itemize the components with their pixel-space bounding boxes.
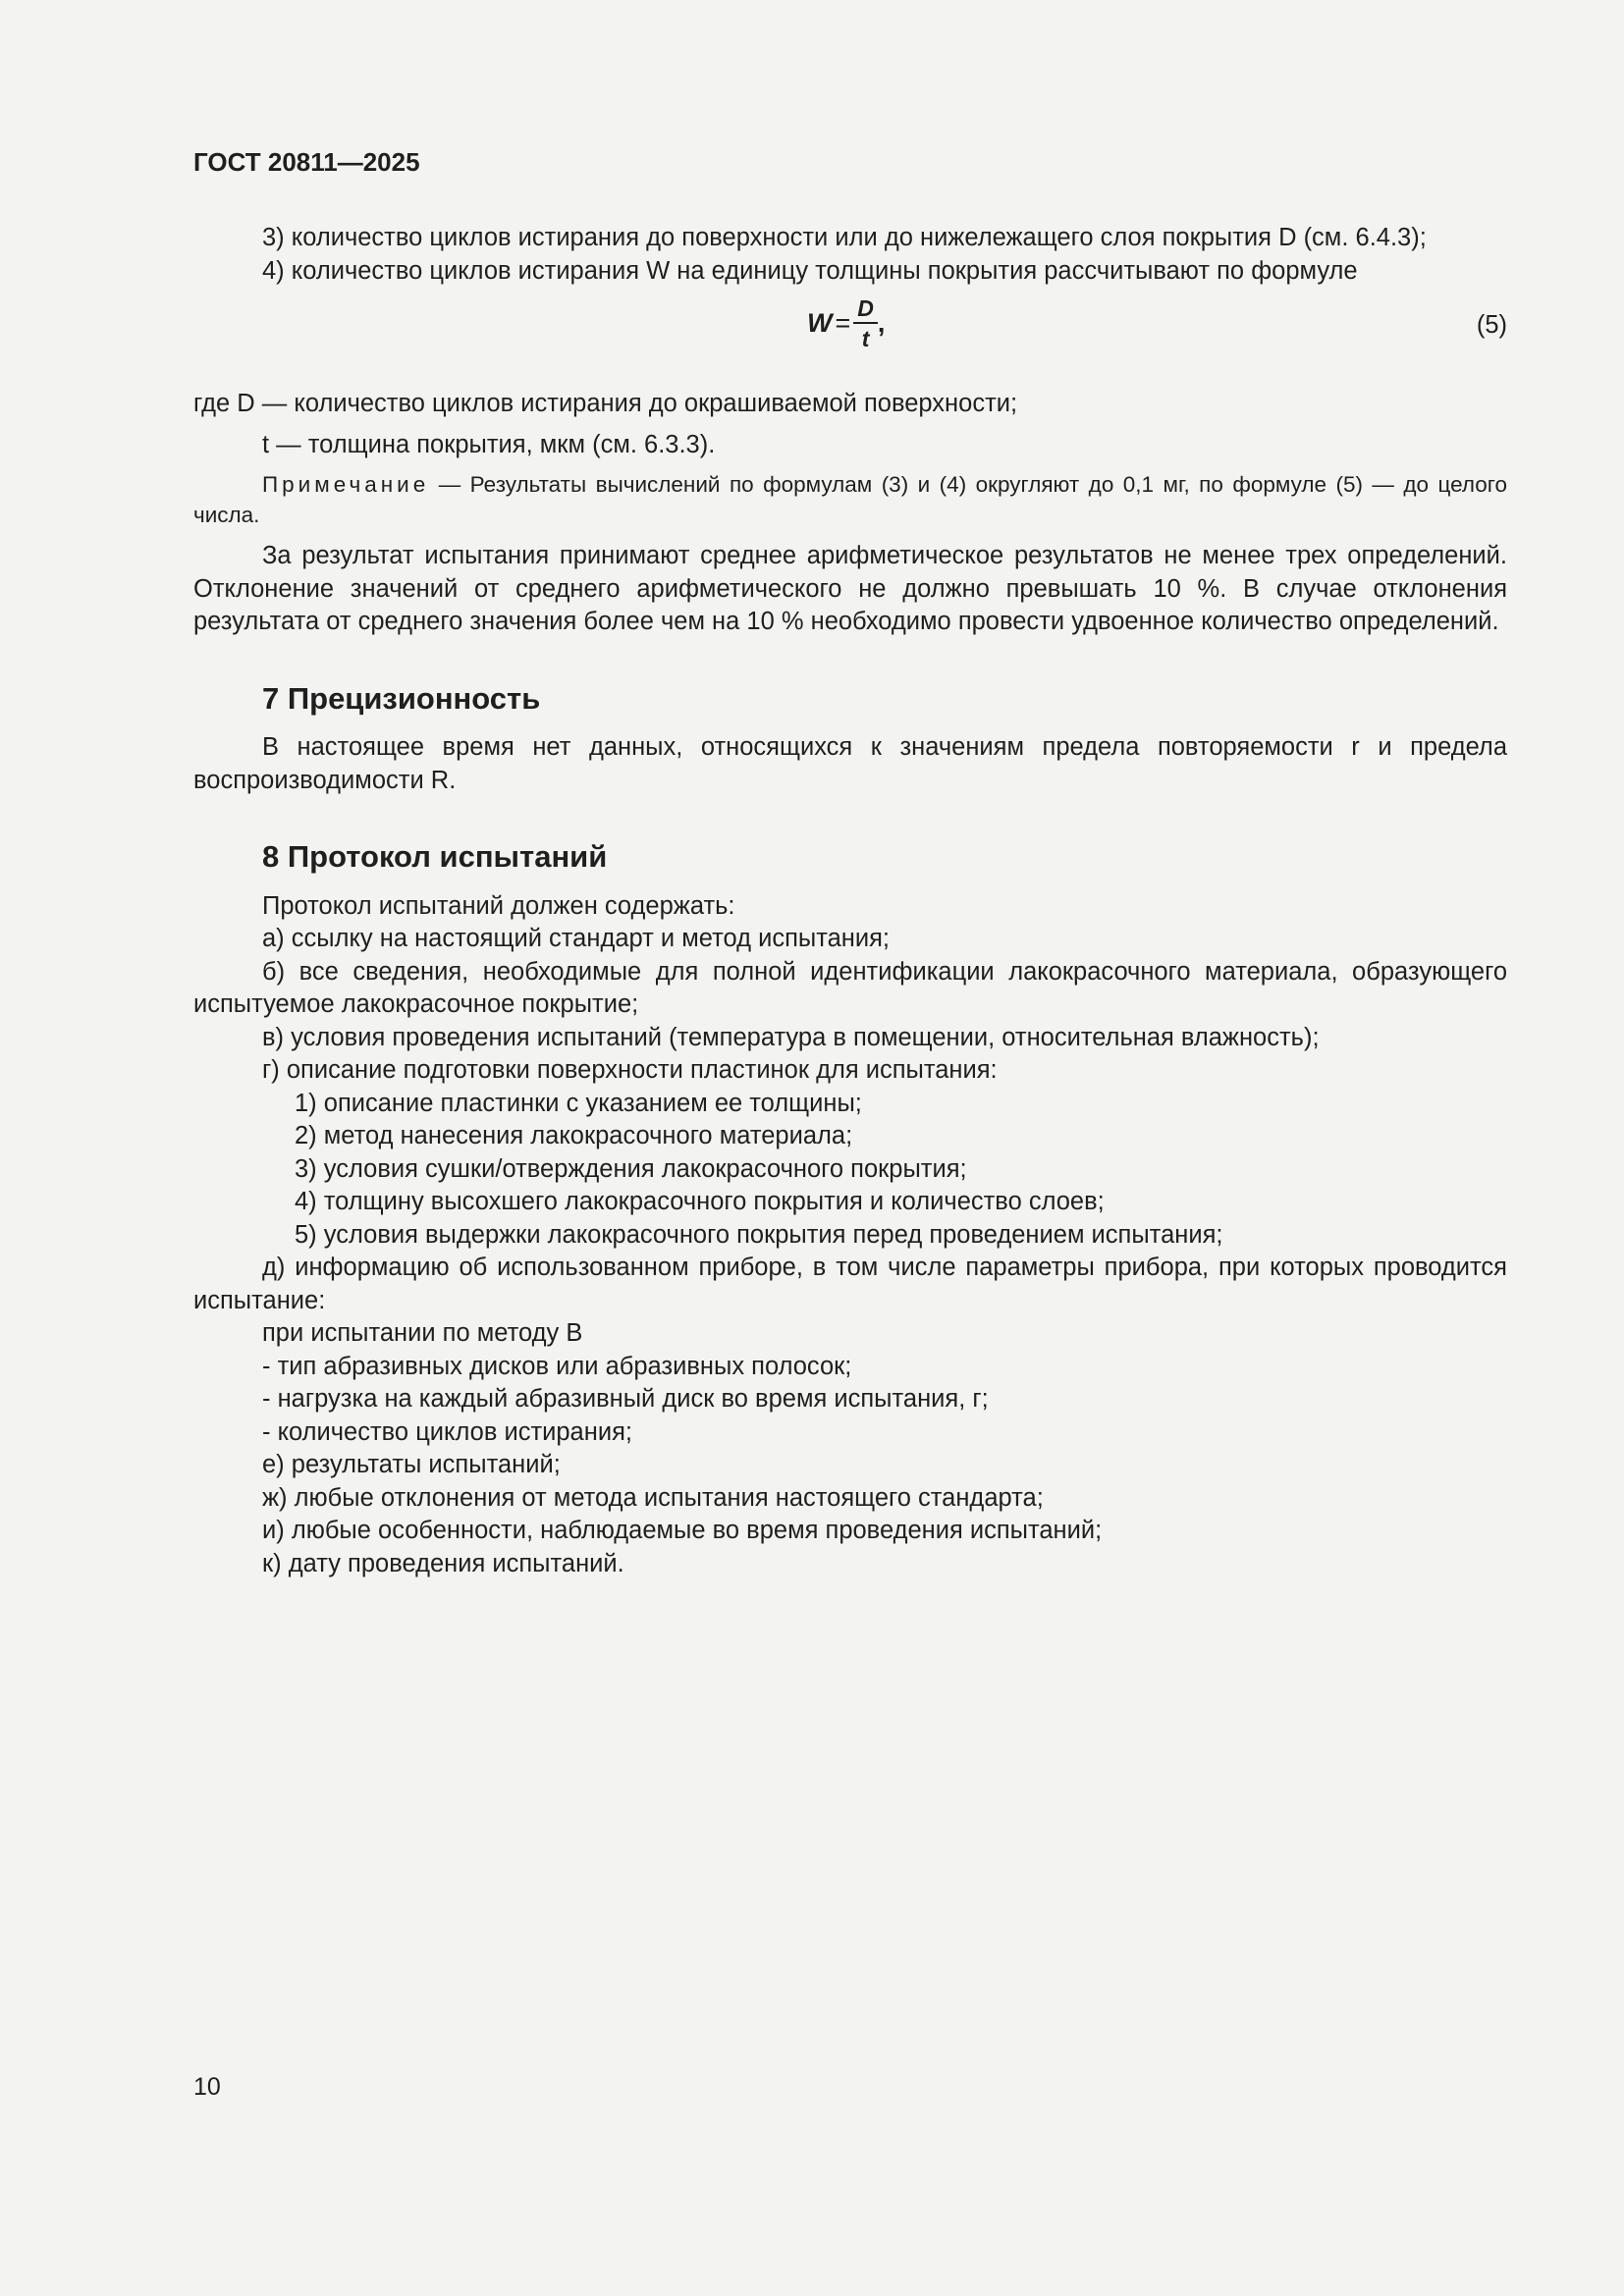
note [193, 469, 1507, 530]
formula-expression [807, 295, 885, 351]
note-text: — Результаты вычислений по формулам (3) и (4) округляют до 0,1 мг, по формуле (5) — до целого числа. [193, 472, 1507, 527]
page-number: 10 [193, 2073, 221, 2101]
item-g-1: 1) описание пластинки с указанием ее толщины; [295, 1089, 862, 1117]
item-g-4: 4) толщину высохшего лакокрасочного покрытия и количество слоев; [295, 1188, 1105, 1215]
formula-equals: = [835, 307, 851, 338]
dash-item-3: - количество циклов истирания; [262, 1417, 632, 1446]
item-zh: ж) любые отклонения от метода испытания настоящего стандарта; [262, 1483, 1044, 1512]
item-a: а) ссылку на настоящий стандарт и метод испытания; [262, 925, 890, 952]
item-g-3: 3) условия сушки/отверждения лакокрасочного покрытия; [295, 1154, 967, 1183]
note-label: Примечание [262, 472, 430, 497]
formula-comma: , [877, 307, 886, 338]
item-e: е) результаты испытаний; [262, 1451, 561, 1478]
item-v: в) условия проведения испытаний (температура в помещении, относительная влажность); [262, 1023, 1320, 1051]
item-i: и) любые особенности, наблюдаемые во время проведения испытаний; [262, 1517, 1103, 1544]
item-g: г) описание подготовки поверхности пластинок для испытания: [262, 1056, 998, 1084]
section-7-heading: 7 Прецизионность [262, 680, 541, 716]
where-line-d: где D — количество циклов истирания до окрашиваемой поверхности; [193, 390, 1018, 417]
list-item-3: 3) количество циклов истирания до поверхности или до нижележащего слоя покрытия D (см. 6.4.3); [262, 224, 1427, 251]
item-g-5: 5) условия выдержки лакокрасочного покрытия перед проведением испытания; [295, 1220, 1223, 1249]
document-body [193, 222, 1507, 1580]
where-line-t: t — толщина покрытия, мкм (см. 6.3.3). [262, 430, 716, 458]
section-7-text: В настоящее время нет данных, относящихся к значениям предела повторяемости r и предела воспроизводимости R. [193, 733, 1507, 794]
dash-item-1: - тип абразивных дисков или абразивных полосок; [262, 1352, 852, 1380]
dash-item-2: - нагрузка на каждый абразивный диск во время испытания, г; [262, 1385, 989, 1413]
formula-fraction [853, 295, 878, 351]
method-b-line: при испытании по методу В [262, 1319, 583, 1347]
result-paragraph: За результат испытания принимают среднее арифметическое результатов не менее трех определений. Отклонение значений от среднего арифметического не должно превышать 10 %. В случае отклонения результата от среднего значения более чем на 10 % необходимо провести удвоенное количество определений. [193, 542, 1507, 635]
formula-number: (5) [1476, 311, 1507, 339]
item-d: д) информацию об использованном приборе, в том числе параметры прибора, при которых проводится испытание: [193, 1254, 1507, 1314]
formula-numerator: D [853, 295, 878, 324]
list-item-4: 4) количество циклов истирания W на единицу толщины покрытия рассчитывают по формуле [262, 256, 1358, 285]
formula-5 [193, 292, 1507, 372]
item-k: к) дату проведения испытаний. [262, 1549, 624, 1577]
item-g-2: 2) метод нанесения лакокрасочного материала; [295, 1122, 853, 1149]
item-b: б) все сведения, необходимые для полной идентификации лакокрасочного материала, образующего испытуемое лакокрасочное покрытие; [193, 957, 1507, 1018]
formula-lhs: W [807, 307, 833, 338]
section-8-heading: 8 Протокол испытаний [262, 839, 608, 874]
formula-denominator: t [861, 326, 870, 351]
section-8-intro: Протокол испытаний должен содержать: [262, 891, 735, 920]
document-header: ГОСТ 20811—2025 [193, 147, 420, 177]
